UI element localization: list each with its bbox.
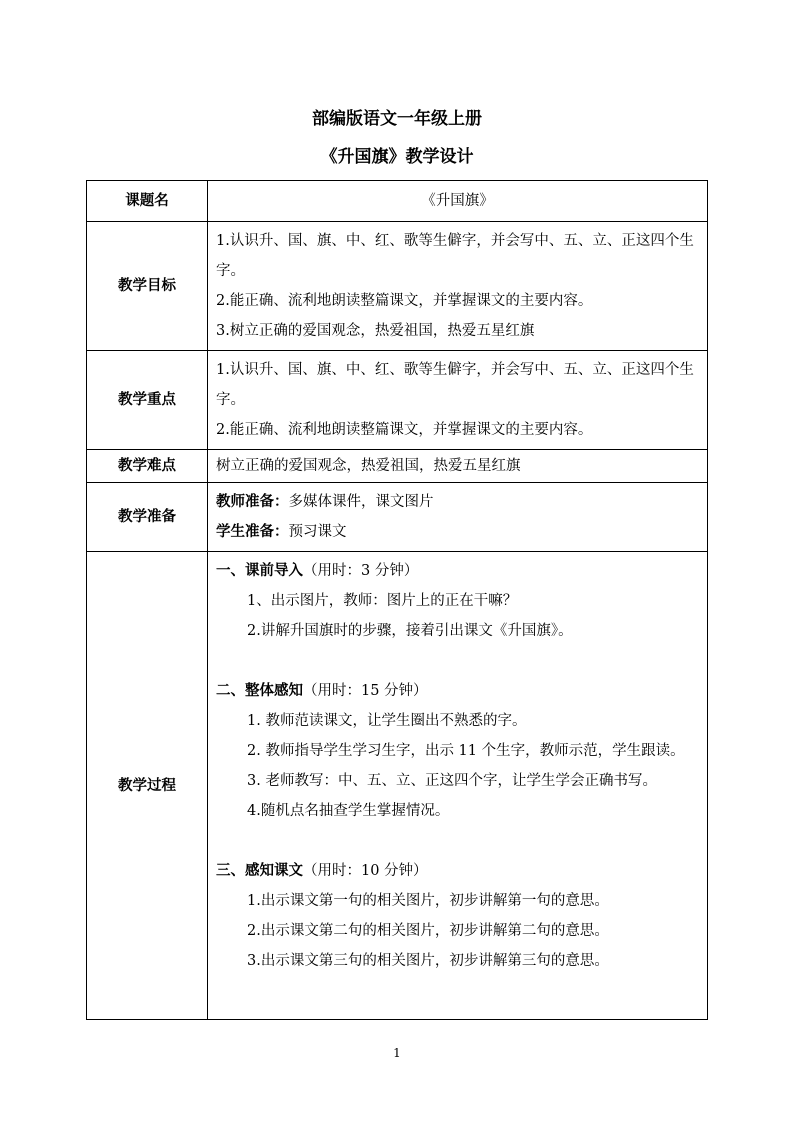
document-title: 部编版语文一年级上册: [312, 109, 482, 129]
goal-item: 3.树立正确的爱国观念，热爱祖国，热爱五星红旗: [216, 323, 535, 339]
process-item: 1、出示图片，教师：图片上的正在干嘛？: [247, 593, 518, 609]
process-item: 3.出示课文第三句的相关图片，初步讲解第三句的意思。: [247, 953, 609, 969]
lesson-plan-table: [86, 180, 708, 1020]
difficulty-value: 树立正确的爱国观念，热爱祖国，热爱五星红旗: [208, 450, 708, 483]
row-label-topic: 课题名: [87, 181, 208, 222]
process-item: 2.出示课文第二句的相关图片，初步讲解第二句的意思。: [247, 923, 609, 939]
process-item: 1. 教师范读课文，让学生圈出不熟悉的字。: [247, 713, 527, 729]
teacher-preparation-value: 多媒体课件，课文图片: [288, 494, 434, 510]
page-number: 1: [393, 1046, 401, 1060]
student-preparation-value: 预习课文: [288, 524, 347, 540]
process-item: 2.讲解升国旗时的步骤，接着引出课文《升国旗》。: [247, 623, 573, 639]
row-label-process: 教学过程: [87, 552, 208, 1020]
section-title: 三、感知课文: [216, 862, 303, 879]
preparation-content: [208, 483, 708, 552]
student-preparation: [216, 517, 699, 547]
table-row-key-points: [87, 351, 708, 450]
student-preparation-label: 学生准备：: [216, 523, 289, 540]
section-spacer: [216, 826, 699, 856]
process-item: 4.随机点名抽查学生掌握情况。: [247, 803, 450, 819]
row-label-difficulty: 教学难点: [87, 450, 208, 483]
process-item: 1.出示课文第一句的相关图片，初步讲解第一句的意思。: [247, 893, 609, 909]
table-row-topic: [87, 181, 708, 222]
section-spacer: [216, 646, 699, 676]
process-content: [208, 552, 708, 1020]
table-row-preparation: [87, 483, 708, 552]
key-points-content: [208, 351, 708, 450]
process-item: 2. 教师指导学生学习生字，出示 11 个生字，教师示范，学生跟读。: [247, 743, 685, 759]
topic-value: 《升国旗》: [208, 181, 708, 222]
table-row-goals: [87, 222, 708, 351]
section-title: 一、课前导入: [216, 562, 303, 579]
goal-item: 1.认识升、国、旗、中、红、歌等生僻字，并会写中、五、立、正这四个生字。: [216, 233, 694, 279]
section-time: （用时：15 分钟）: [303, 683, 428, 699]
row-label-key-points: 教学重点: [87, 351, 208, 450]
key-point-item: 1.认识升、国、旗、中、红、歌等生僻字，并会写中、五、立、正这四个生字。: [216, 362, 694, 408]
row-label-goals: 教学目标: [87, 222, 208, 351]
section-time: （用时：3 分钟）: [303, 563, 419, 579]
row-label-preparation: 教学准备: [87, 483, 208, 552]
teacher-preparation: [216, 487, 699, 517]
goal-item: 2.能正确、流利地朗读整篇课文，并掌握课文的主要内容。: [216, 293, 593, 309]
section-title: 二、整体感知: [216, 682, 303, 699]
table-row-difficulty: [87, 450, 708, 483]
section-heading: [216, 556, 699, 586]
goals-content: [208, 222, 708, 351]
key-point-item: 2.能正确、流利地朗读整篇课文，并掌握课文的主要内容。: [216, 422, 593, 438]
section-heading: [216, 856, 699, 886]
section-heading: [216, 676, 699, 706]
section-time: （用时：10 分钟）: [303, 863, 428, 879]
teacher-preparation-label: 教师准备：: [216, 493, 289, 510]
process-item: 3. 老师教写：中、五、立、正这四个字，让学生学会正确书写。: [247, 773, 657, 789]
document-subtitle: 《升国旗》教学设计: [320, 147, 474, 167]
table-row-process: [87, 552, 708, 1020]
